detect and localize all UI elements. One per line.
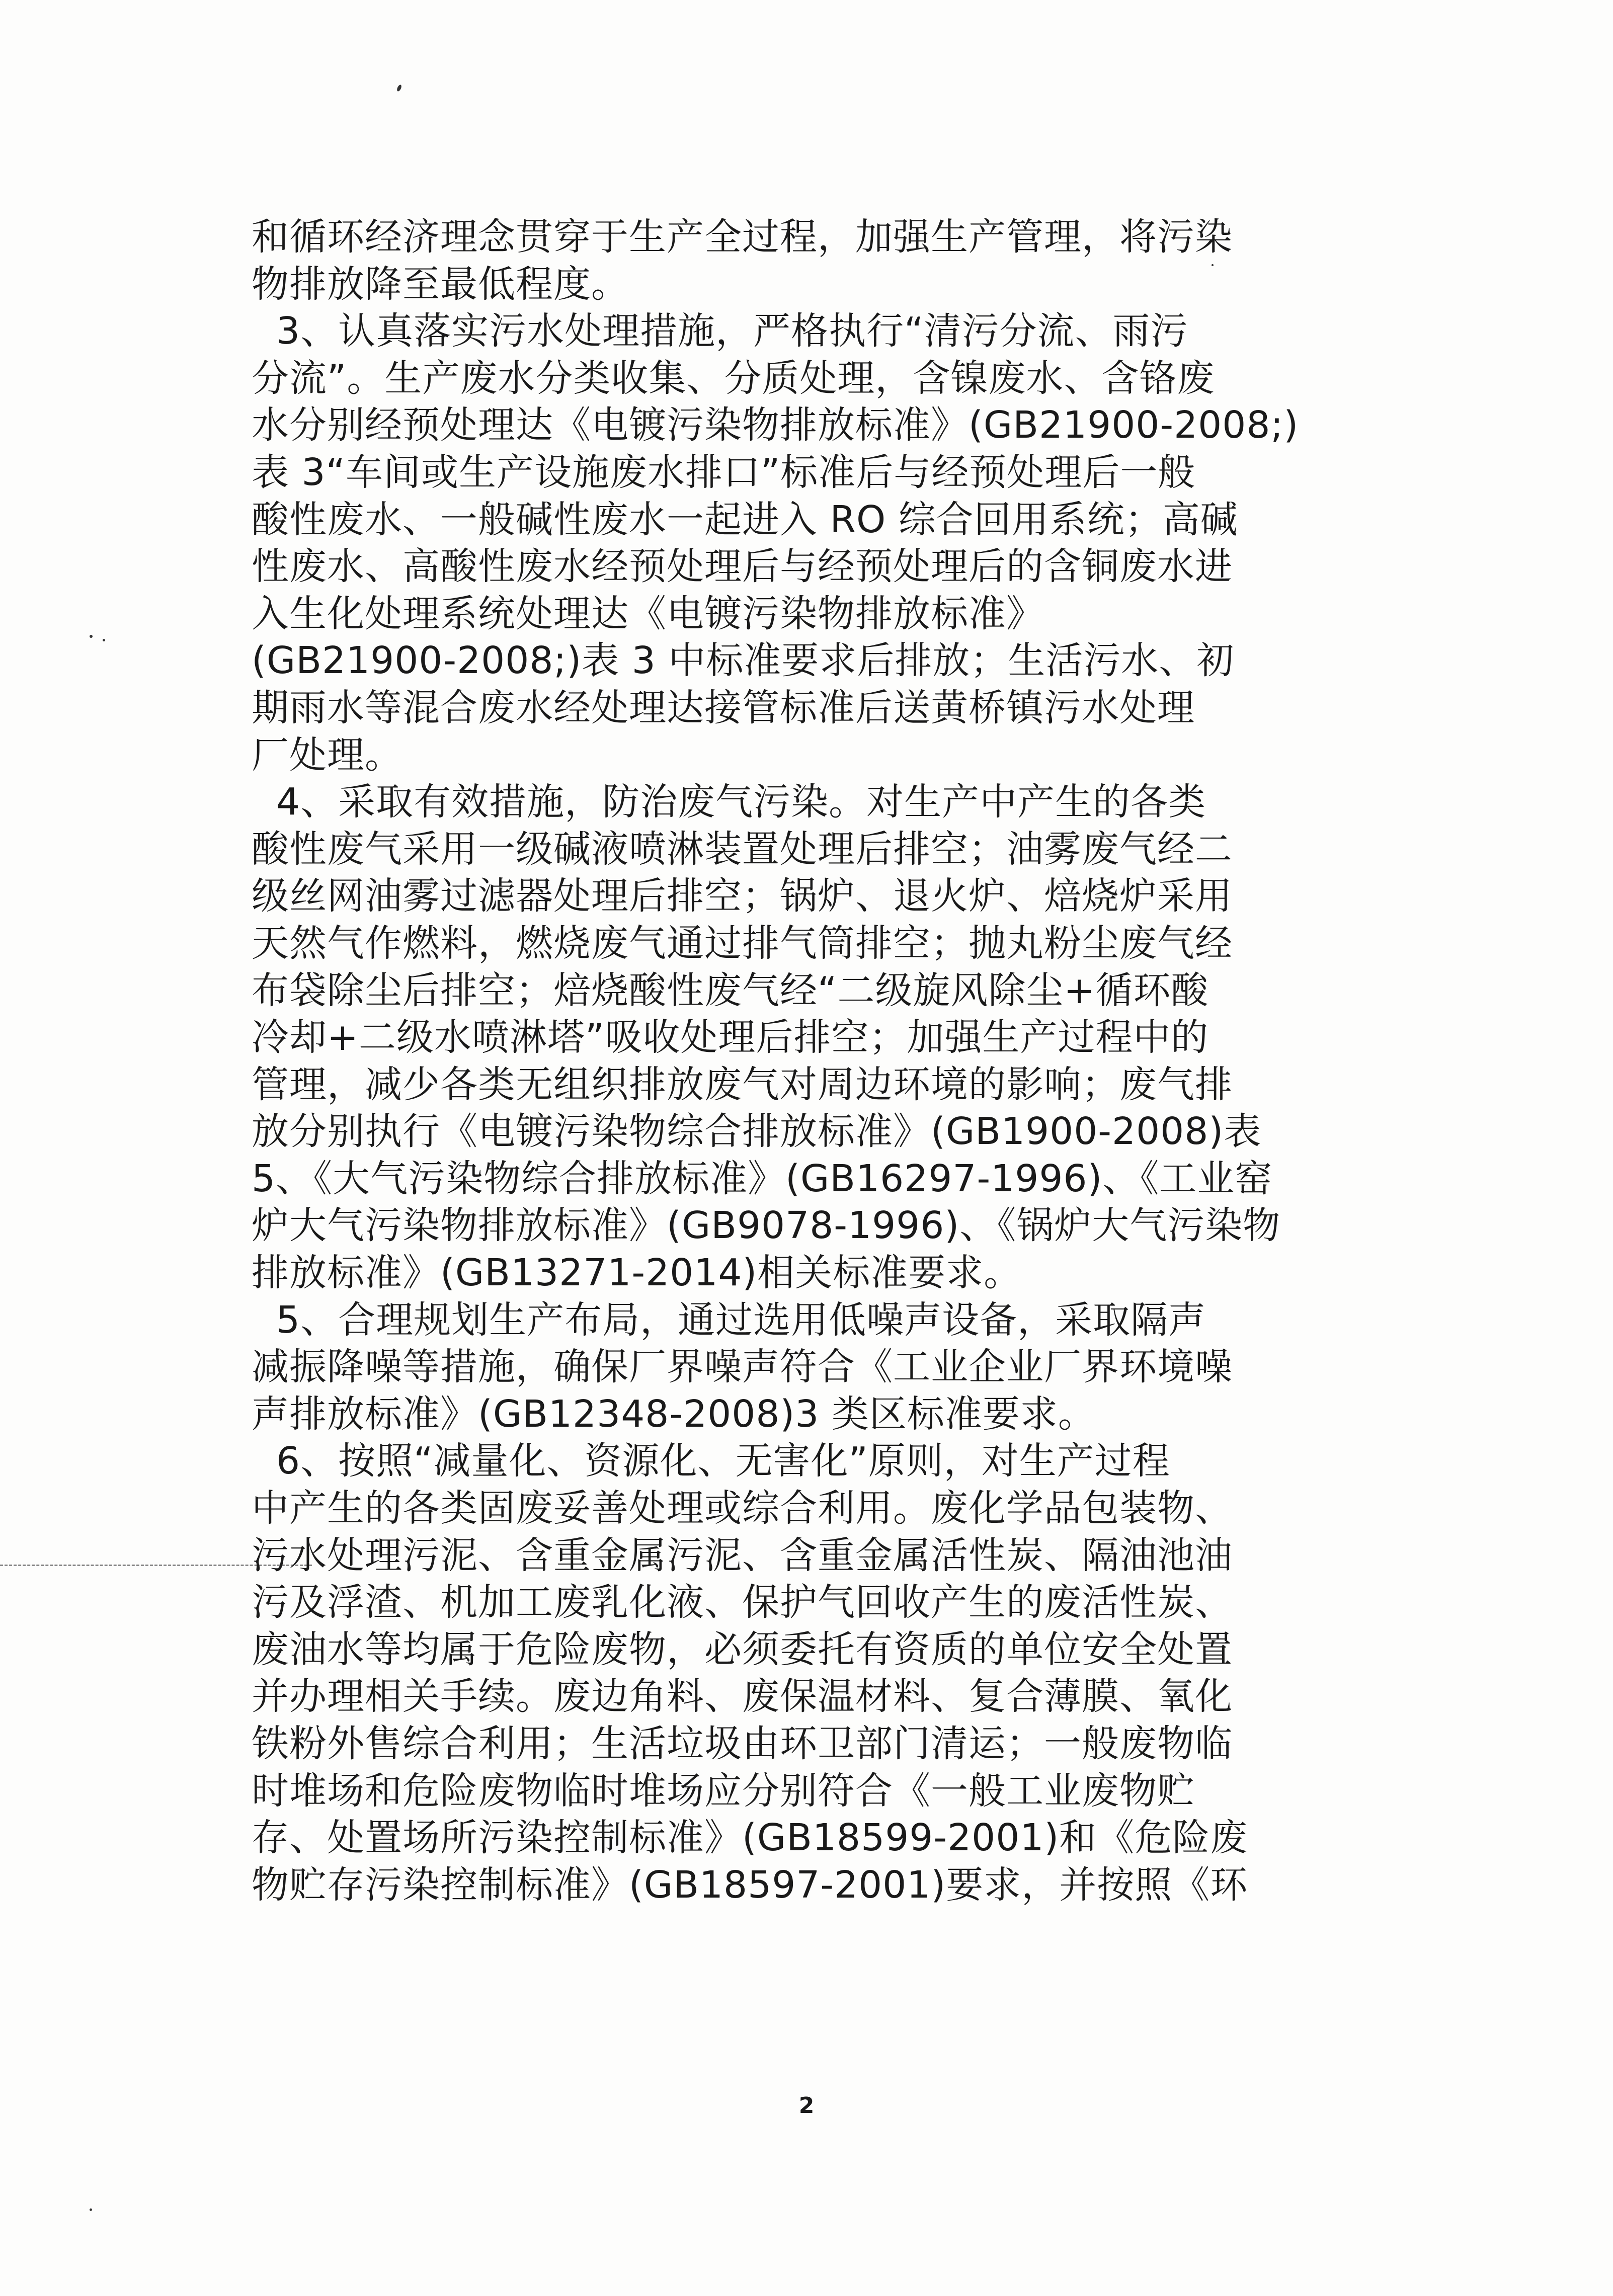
text-line: 管理，减少各类无组织排放废气对周边环境的影响；废气排 <box>252 1062 1233 1106</box>
text-line: 级丝网油雾过滤器处理后排空；锅炉、退火炉、焙烧炉采用 <box>252 874 1233 918</box>
text-line: 物排放降至最低程度。 <box>252 262 629 306</box>
text-line: 冷却+二级水喷淋塔”吸收处理后排空；加强生产过程中的 <box>252 1016 1209 1059</box>
text-line: 物贮存污染控制标准》(GB18597-2001)要求，并按照《环 <box>252 1863 1248 1907</box>
text-line: 水分别经预处理达《电镀污染物排放标准》(GB21900-2008;) <box>252 403 1299 447</box>
text-line: 排放标准》(GB13271-2014)相关标准要求。 <box>252 1251 1022 1295</box>
text-line: 铁粉外售综合利用；生活垃圾由环卫部门清运；一般废物临 <box>252 1722 1233 1765</box>
text-line: 分流”。生产废水分类收集、分质处理，含镍废水、含铬废 <box>252 356 1215 400</box>
text-line: 3、认真落实污水处理措施，严格执行“清污分流、雨污 <box>252 309 1188 353</box>
text-line: 期雨水等混合废水经处理达接管标准后送黄桥镇污水处理 <box>252 686 1195 729</box>
text-line: 6、按照“减量化、资源化、无害化”原则，对生产过程 <box>252 1439 1170 1483</box>
text-line: 4、采取有效措施，防治废气污染。对生产中产生的各类 <box>252 780 1206 824</box>
scan-speck <box>103 639 105 641</box>
text-line: 减振降噪等措施，确保厂界噪声符合《工业企业厂界环境噪 <box>252 1345 1233 1389</box>
text-line: 中产生的各类固废妥善处理或综合利用。废化学品包装物、 <box>252 1487 1233 1530</box>
text-line: 放分别执行《电镀污染物综合排放标准》(GB1900-2008)表 <box>252 1110 1262 1154</box>
text-line: 入生化处理系统处理达《电镀污染物排放标准》 <box>252 592 1044 635</box>
text-line: 性废水、高酸性废水经预处理后与经预处理后的含铜废水进 <box>252 545 1233 589</box>
text-line: 声排放标准》(GB12348-2008)3 类区标准要求。 <box>252 1392 1096 1436</box>
page-number: 2 <box>798 2093 815 2118</box>
text-line: 炉大气污染物排放标准》(GB9078-1996)、《锅炉大气污染物 <box>252 1204 1281 1248</box>
text-line: 并办理相关手续。废边角料、废保温材料、复合薄膜、氧化 <box>252 1675 1233 1718</box>
scan-speck <box>396 84 402 92</box>
text-line: 酸性废水、一般碱性废水一起进入 RO 综合回用系统；高碱 <box>252 498 1238 541</box>
text-line: 和循环经济理念贯穿于生产全过程，加强生产管理，将污染 <box>252 215 1233 259</box>
text-line: 存、处置场所污染控制标准》(GB18599-2001)和《危险废 <box>252 1816 1248 1860</box>
text-line: (GB21900-2008;)表 3 中标准要求后排放；生活污水、初 <box>252 639 1235 683</box>
scan-speck <box>90 635 93 638</box>
text-line: 污水处理污泥、含重金属污泥、含重金属活性炭、隔油池油 <box>252 1533 1233 1577</box>
text-line: 表 3“车间或生产设施废水排口”标准后与经预处理后一般 <box>252 450 1196 494</box>
scan-speck <box>90 2208 92 2211</box>
text-line: 布袋除尘后排空；焙烧酸性废气经“二级旋风除尘+循环酸 <box>252 968 1209 1012</box>
text-line: 厂处理。 <box>252 733 402 777</box>
text-line: 5、《大气污染物综合排放标准》(GB16297-1996)、《工业窑 <box>252 1157 1273 1200</box>
text-line: 天然气作燃料，燃烧废气通过排气筒排空；抛丸粉尘废气经 <box>252 921 1233 965</box>
text-line: 废油水等均属于危险废物，必须委托有资质的单位安全处置 <box>252 1627 1233 1671</box>
text-line: 酸性废气采用一级碱液喷淋装置处理后排空；油雾废气经二 <box>252 827 1233 871</box>
body-text <box>252 214 1389 1909</box>
text-line: 污及浮渣、机加工废乳化液、保护气回收产生的废活性炭、 <box>252 1581 1233 1624</box>
text-line: 5、合理规划生产布局，通过选用低噪声设备，采取隔声 <box>252 1298 1206 1342</box>
text-line: 时堆场和危险废物临时堆场应分别符合《一般工业废物贮 <box>252 1769 1195 1813</box>
